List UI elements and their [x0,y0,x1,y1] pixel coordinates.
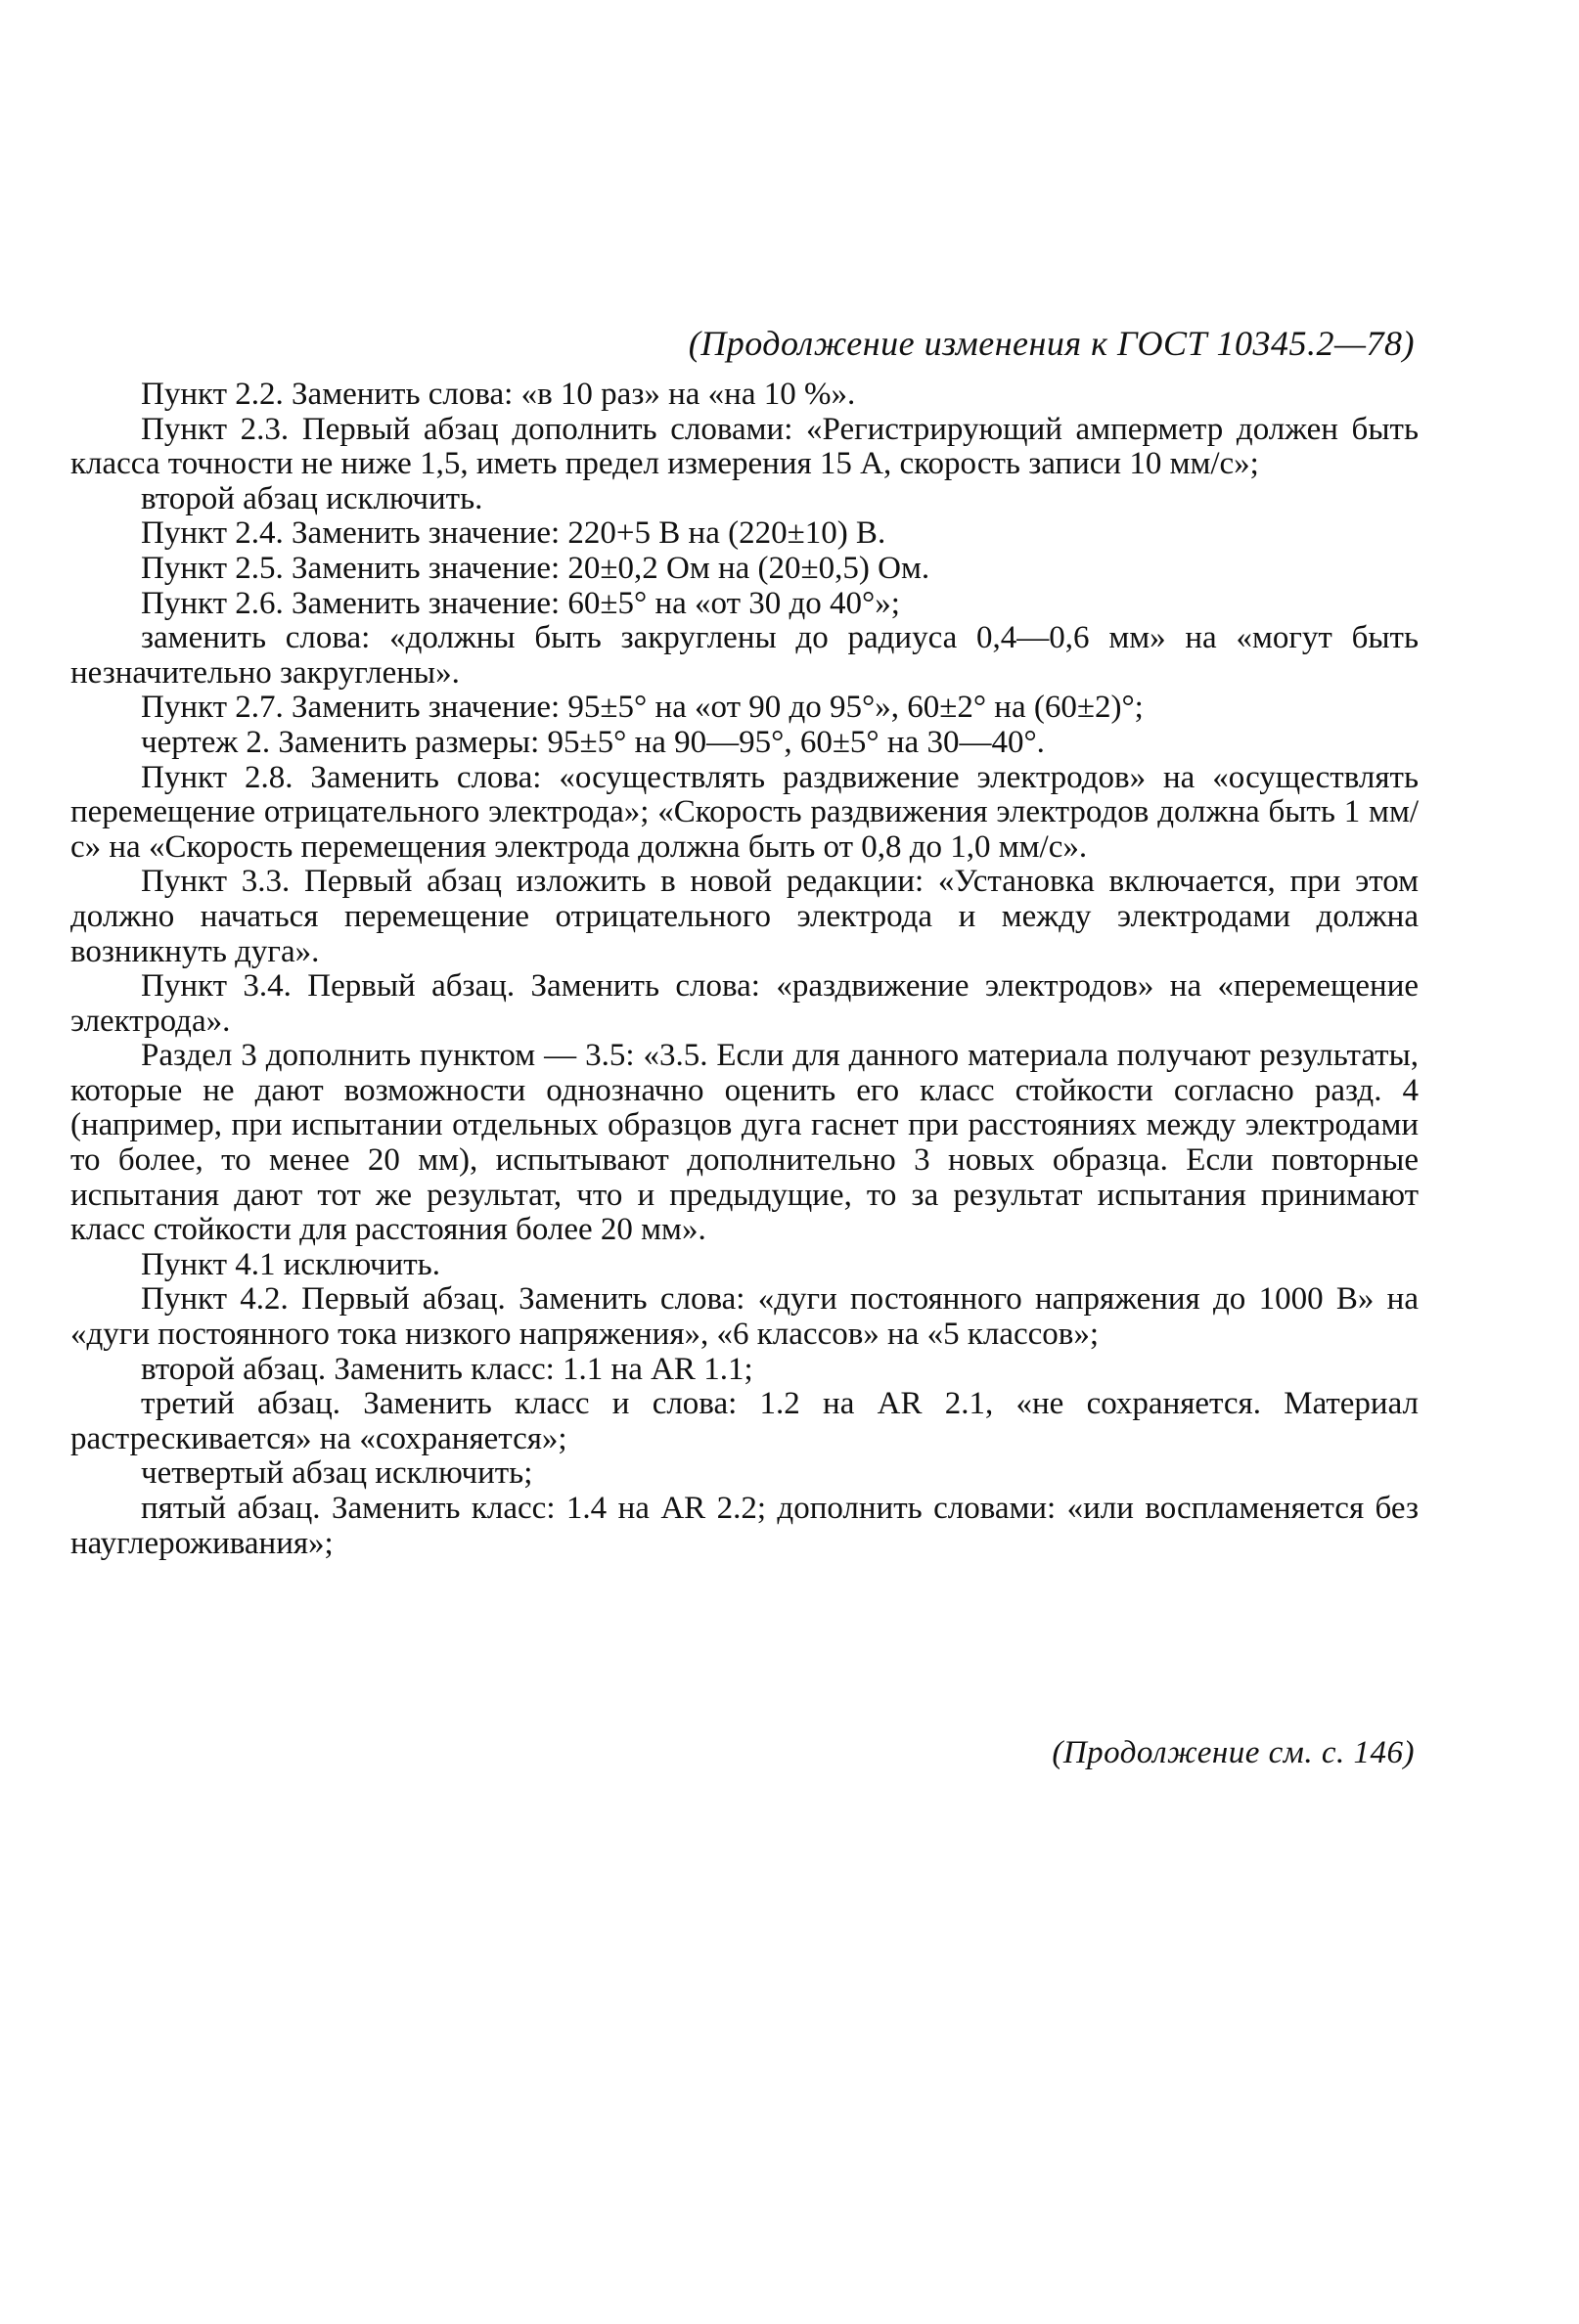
paragraph-item-2-3: Пункт 2.3. Первый абзац дополнить словами: «Регистрирующий амперметр должен быть класса точности не ниже 1,5, иметь предел измерения 15 А, скорость записи 10 мм/с»; [70,411,1419,482]
paragraph-item-2-4: Пункт 2.4. Заменить значение: 220+5 В на (220±10) В. [141,515,886,552]
paragraph-item-2-5: Пункт 2.5. Заменить значение: 20±0,2 Ом на (20±0,5) Ом. [141,550,930,586]
continuation-header: (Продолжение изменения к ГОСТ 10345.2—78) [688,324,1415,363]
paragraph-item-2-6: Пункт 2.6. Заменить значение: 60±5° на «от 30 до 40°»; [141,585,900,621]
paragraph-item-4-2-fifth: пятый абзац. Заменить класс: 1.4 на AR 2.2; дополнить словами: «или воспламеняется без науглероживания»; [70,1491,1419,1561]
paragraph-item-4-2-second: второй абзац. Заменить класс: 1.1 на AR 1.1; [141,1351,753,1387]
paragraph-item-2-6-words: заменить слова: «должны быть закруглены до радиуса 0,4—0,6 мм» на «могут быть незначительно закруглены». [70,620,1419,691]
paragraph-item-3-4: Пункт 3.4. Первый абзац. Заменить слова: «раздвижение электродов» на «перемещение электрода». [70,968,1419,1039]
paragraph-item-4-2-third: третий абзац. Заменить класс и слова: 1.2 на AR 2.1, «не сохраняется. Материал растрескивается» на «сохраняется»; [70,1386,1419,1456]
paragraph-item-2-8: Пункт 2.8. Заменить слова: «осуществлять раздвижение электродов» на «осуществлять перемещение отрицательного электрода»; «Скорость раздвижения электродов должна быть 1 мм/с» на «Скорость перемещения электрода должна быть от 0,8 до 1,0 мм/с». [70,759,1419,865]
paragraph-item-2-2: Пункт 2.2. Заменить слова: «в 10 раз» на «на 10 %». [141,377,856,412]
paragraph-item-4-2-fourth: четвертый абзац исключить; [141,1455,533,1492]
amendment-text [70,378,1419,1561]
paragraph-item-4-1: Пункт 4.1 исключить. [141,1246,440,1282]
paragraph-item-3-3: Пункт 3.3. Первый абзац изложить в новой редакции: «Установка включается, при этом должно начаться перемещение отрицательного электрода и между электродами должна возникнуть дуга». [70,864,1419,969]
paragraph-item-4-2: Пункт 4.2. Первый абзац. Заменить слова: «дуги постоянного напряжения до 1000 В» на «дуги постоянного тока низкого напряжения», «6 классов» на «5 классов»; [70,1281,1419,1353]
paragraph-item-2-7: Пункт 2.7. Заменить значение: 95±5° на «от 90 до 95°», 60±2° на (60±2)°; [141,690,1144,726]
continuation-footer: (Продолжение см. с. 146) [1052,1735,1415,1770]
paragraph-item-2-3-second: второй абзац исключить. [141,480,483,516]
paragraph-section-3-5: Раздел 3 дополнить пунктом — 3.5: «3.5. Если для данного материала получают результаты, которые не дают возможности однозначно оценить его класс стойкости согласно разд. 4 (например, при испытании отдельных образцов дуга гаснет при расстояниях между электродами то более, то менее 20 мм), испытывают дополнительно 3 новых образца. Если повторные испытания дают тот же результат, что и предыдущие, то за результат испытания принимают класс стойкости для расстояния более 20 мм». [70,1038,1419,1248]
paragraph-item-2-7-drawing: чертеж 2. Заменить размеры: 95±5° на 90—95°, 60±5° на 30—40°. [141,724,1045,760]
